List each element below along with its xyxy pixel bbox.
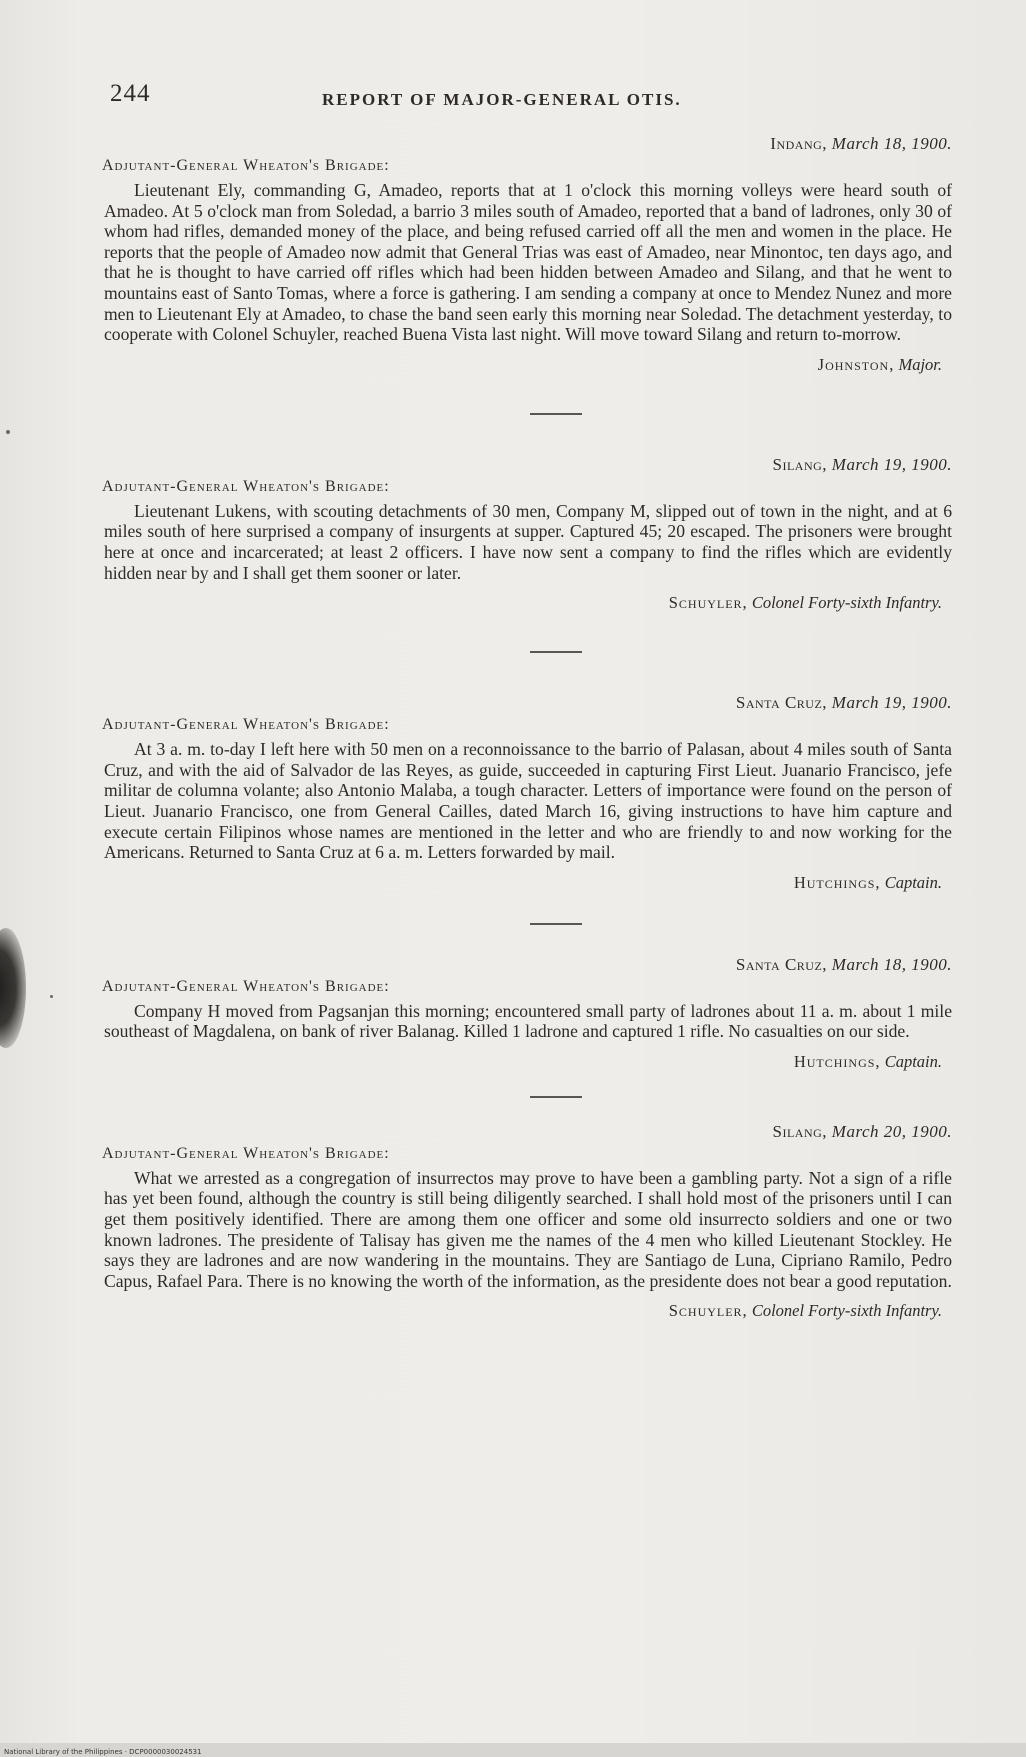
- signer-title: Captain.: [884, 872, 942, 892]
- dateline: [100, 134, 952, 154]
- dispatch: [100, 955, 960, 1072]
- page-content: [100, 78, 960, 1321]
- salutation: Adjutant-General Wheaton's Brigade:: [102, 1144, 390, 1162]
- salutation: Adjutant-General Wheaton's Brigade:: [102, 477, 390, 495]
- dispatch: [100, 455, 960, 613]
- dispatch-body: What we arrested as a congregation of insurrectos may prove to have been a gambling party. Not a sign of a rifle has yet been found, although the country is still being diligently searched. I shall hold most of the prisoners until I can get them positively identified. There are among them one officer and some old insurrecto soldiers and one or two known ladrones. The presidente of Talisay has given me the names of the 4 men who killed Lieutenant Stockley. He says they are ladrones and are now wandering in the mountains. They are Santiago de Luna, Cipriano Ramilo, Pedro Capus, Rafael Para. There is no knowing the worth of the information, as the presidente does not bear a good reputation.: [104, 1167, 952, 1291]
- signature: [100, 1301, 942, 1321]
- dateline-place: Silang,: [772, 454, 828, 474]
- page-header: [100, 78, 960, 112]
- dateline: [100, 955, 952, 975]
- section-divider: [530, 651, 582, 653]
- dateline: [100, 1122, 952, 1142]
- page-number: 244: [110, 80, 151, 107]
- signer-title: Captain.: [884, 1051, 942, 1071]
- signature: [100, 593, 942, 613]
- salutation: Adjutant-General Wheaton's Brigade:: [102, 977, 390, 995]
- dispatch: [100, 1122, 960, 1322]
- salutation: Adjutant-General Wheaton's Brigade:: [102, 157, 390, 174]
- signature: [100, 1052, 942, 1072]
- signer-title: Colonel Forty-sixth Infantry.: [751, 1301, 942, 1321]
- section-divider: [530, 413, 582, 415]
- dateline-place: Santa Cruz,: [735, 954, 828, 974]
- section-divider: [530, 923, 582, 925]
- section-divider: [530, 1096, 582, 1098]
- scan-speck: [6, 430, 10, 434]
- signer-name: Johnston,: [817, 354, 895, 374]
- dateline-date: March 19, 1900.: [831, 693, 952, 713]
- dispatch-body: Lieutenant Lukens, with scouting detachments of 30 men, Company M, slipped out of town in the night, and at 6 miles south of here surprised a company of insurgents at supper. Captured 45; 20 escaped. The prisoners were brought here at once and incarcerated; at least 2 officers. I have now sent a company to find the rifles which are evidently hidden near by and I shall get them sooner or later.: [104, 500, 952, 583]
- signer-name: Hutchings,: [793, 1051, 881, 1071]
- dateline: [100, 693, 952, 713]
- dateline-date: March 20, 1900.: [831, 1121, 952, 1141]
- dispatch-body: Company H moved from Pagsanjan this morning; encountered small party of ladrones about 11 a. m. about 1 mile southeast of Magdalena, on bank of river Balanag. Killed 1 ladrone and captured 1 rifle. No casualties on our side.: [104, 1000, 952, 1042]
- signer-name: Schuyler,: [668, 1301, 748, 1321]
- dateline-place: Silang,: [772, 1121, 828, 1141]
- signer-title: Colonel Forty-sixth Infantry.: [751, 593, 942, 613]
- signer-title: Major.: [898, 354, 942, 374]
- signer-name: Hutchings,: [793, 872, 881, 892]
- dateline-place: Indang,: [770, 134, 828, 153]
- dispatch: [100, 693, 960, 893]
- dateline-place: Santa Cruz,: [735, 693, 828, 713]
- dateline-date: March 18, 1900.: [831, 954, 952, 974]
- scan-credit: National Library of the Philippines · DCP0000030024531: [4, 1748, 202, 1756]
- signature: [100, 873, 942, 893]
- dispatch-body: Lieutenant Ely, commanding G, Amadeo, reports that at 1 o'clock this morning volleys were heard south of Amadeo. At 5 o'clock man from Soledad, a barrio 3 miles south of Amadeo, reported that a band of ladrones, only 30 of whom had rifles, demanded money of the place, and being refused carried off all the men and women in the place. He reports that the people of Amadeo now admit that General Trias was east of Amadeo, near Minontoc, ten days ago, and that he is thought to have carried off rifles which had been hidden between Amadeo and Silang, and that he went to mountains east of Santo Tomas, where a force is gathering. I am sending a company at once to Mendez Nunez and more men to Lieutenant Ely at Amadeo, to chase the band seen early this morning near Soledad. The detachment yesterday, to cooperate with Colonel Schuyler, reached Buena Vista last night. Will move toward Silang and return to-morrow.: [104, 180, 952, 345]
- dateline-date: March 18, 1900.: [831, 134, 952, 153]
- dateline-date: March 19, 1900.: [831, 454, 952, 474]
- scan-footer-strip: [0, 1743, 1026, 1757]
- scan-speck: [50, 995, 53, 998]
- signature: [100, 355, 942, 375]
- salutation: Adjutant-General Wheaton's Brigade:: [102, 716, 390, 734]
- dateline: [100, 455, 952, 475]
- dispatch: [100, 134, 960, 375]
- dispatch-body: At 3 a. m. to-day I left here with 50 men on a reconnoissance to the barrio of Palasan, about 4 miles south of Santa Cruz, and with the aid of Salvador de las Reyes, as guide, succeeded in capturing First Lieut. Juanario Francisco, jefe militar de columna volante; also Antonio Malaba, a tough character. Letters of importance were found on the person of Lieut. Juanario Francisco, one from General Cailles, dated March 16, giving instructions to have him capture and execute certain Filipinos whose names are mentioned in the letter and who are friendly to and now working for the Americans. Returned to Santa Cruz at 6 a. m. Letters forwarded by mail.: [104, 739, 952, 863]
- running-head: REPORT OF MAJOR-GENERAL OTIS.: [322, 90, 682, 109]
- signer-name: Schuyler,: [668, 593, 748, 613]
- binding-shadow: [0, 928, 26, 1048]
